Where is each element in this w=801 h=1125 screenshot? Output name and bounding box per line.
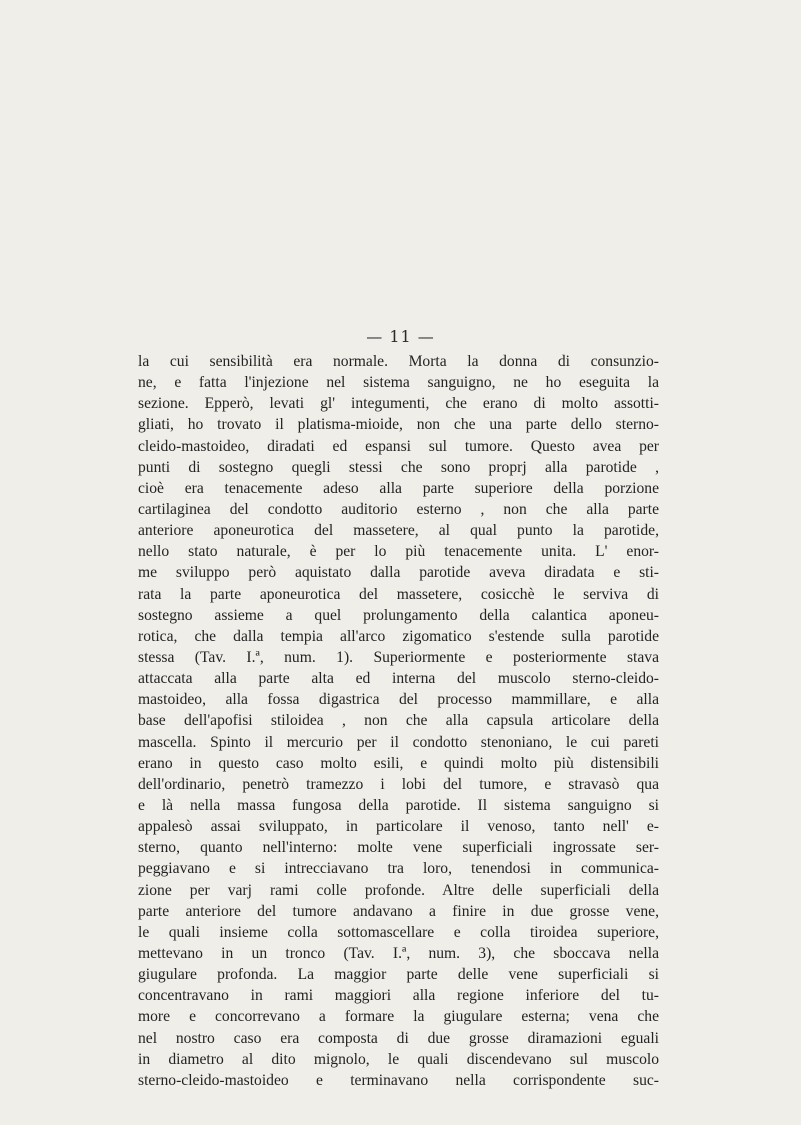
text-line: nel nostro caso era composta di due grosse diramazioni eguali bbox=[138, 1029, 659, 1047]
text-line: in diametro al dito mignolo, le quali discendevano sul muscolo bbox=[138, 1050, 659, 1068]
text-line: sezione. Epperò, levati gl' integumenti, che erano di molto assotti- bbox=[138, 395, 659, 413]
text-line: sterno, quanto nell'interno: molte vene superficiali ingrossate ser- bbox=[138, 839, 659, 857]
page-number: — 11 — bbox=[366, 327, 435, 346]
text-line: cartilaginea del condotto auditorio esterno , non che alla parte bbox=[138, 500, 659, 518]
text-line: rata la parte aponeurotica del massetere, cosicchè le serviva di bbox=[138, 585, 659, 603]
text-line: nello stato naturale, è per lo più tenacemente unita. L' enor- bbox=[138, 543, 659, 561]
body-text bbox=[138, 351, 659, 1091]
text-line: peggiavano e si intrecciavano tra loro, tenendosi in communica- bbox=[138, 860, 659, 878]
text-line: punti di sostegno quegli stessi che sono proprj alla parotide , bbox=[138, 458, 659, 476]
text-line: sterno-cleido-mastoideo e terminavano nella corrispondente suc- bbox=[138, 1071, 659, 1089]
text-line: mascella. Spinto il mercurio per il condotto stenoniano, le cui pareti bbox=[138, 733, 659, 751]
text-line: appalesò assai sviluppato, in particolare il venoso, tanto nell' e- bbox=[138, 818, 659, 836]
text-line: la cui sensibilità era normale. Morta la donna di consunzio- bbox=[138, 353, 659, 370]
text-line: more e concorrevano a formare la giugulare esterna; vena che bbox=[138, 1008, 659, 1026]
text-line: e là nella massa fungosa della parotide. Il sistema sanguigno si bbox=[138, 796, 659, 814]
text-line: mettevano in un tronco (Tav. I.ª, num. 3), che sboccava nella bbox=[138, 944, 659, 962]
text-line: le quali insieme colla sottomascellare e colla tiroidea superiore, bbox=[138, 923, 659, 941]
text-line: cleido-mastoideo, diradati ed espansi sul tumore. Questo avea per bbox=[138, 437, 659, 455]
text-line: attaccata alla parte alta ed interna del muscolo sterno-cleido- bbox=[138, 670, 659, 688]
text-line: base dell'apofisi stiloidea , non che alla capsula articolare della bbox=[138, 712, 659, 730]
text-line: ne, e fatta l'injezione nel sistema sanguigno, ne ho eseguita la bbox=[138, 374, 659, 392]
text-line: stessa (Tav. I.ª, num. 1). Superiormente e posteriormente stava bbox=[138, 648, 659, 666]
text-line: cioè era tenacemente adeso alla parte superiore della porzione bbox=[138, 479, 659, 497]
text-line: erano in questo caso molto esili, e quindi molto più distensibili bbox=[138, 754, 659, 772]
text-line: dell'ordinario, penetrò tramezzo i lobi del tumore, e stravasò qua bbox=[138, 775, 659, 793]
text-line: mastoideo, alla fossa digastrica del processo mammillare, e alla bbox=[138, 691, 659, 709]
text-line: parte anteriore del tumore andavano a finire in due grosse vene, bbox=[138, 902, 659, 920]
text-line: concentravano in rami maggiori alla regione inferiore del tu- bbox=[138, 987, 659, 1005]
text-line: zione per varj rami colle profonde. Altre delle superficiali della bbox=[138, 881, 659, 899]
text-line: sostegno assieme a quel prolungamento della calantica aponeu- bbox=[138, 606, 659, 624]
text-line: gliati, ho trovato il platisma-mioide, non che una parte dello sterno- bbox=[138, 416, 659, 434]
text-line: anteriore aponeurotica del massetere, al qual punto la parotide, bbox=[138, 522, 659, 540]
text-line: giugulare profonda. La maggior parte delle vene superficiali si bbox=[138, 966, 659, 984]
text-line: rotica, che dalla tempia all'arco zigomatico s'estende sulla parotide bbox=[138, 627, 659, 645]
text-line: me sviluppo però aquistato dalla parotide aveva diradata e sti- bbox=[138, 564, 659, 582]
